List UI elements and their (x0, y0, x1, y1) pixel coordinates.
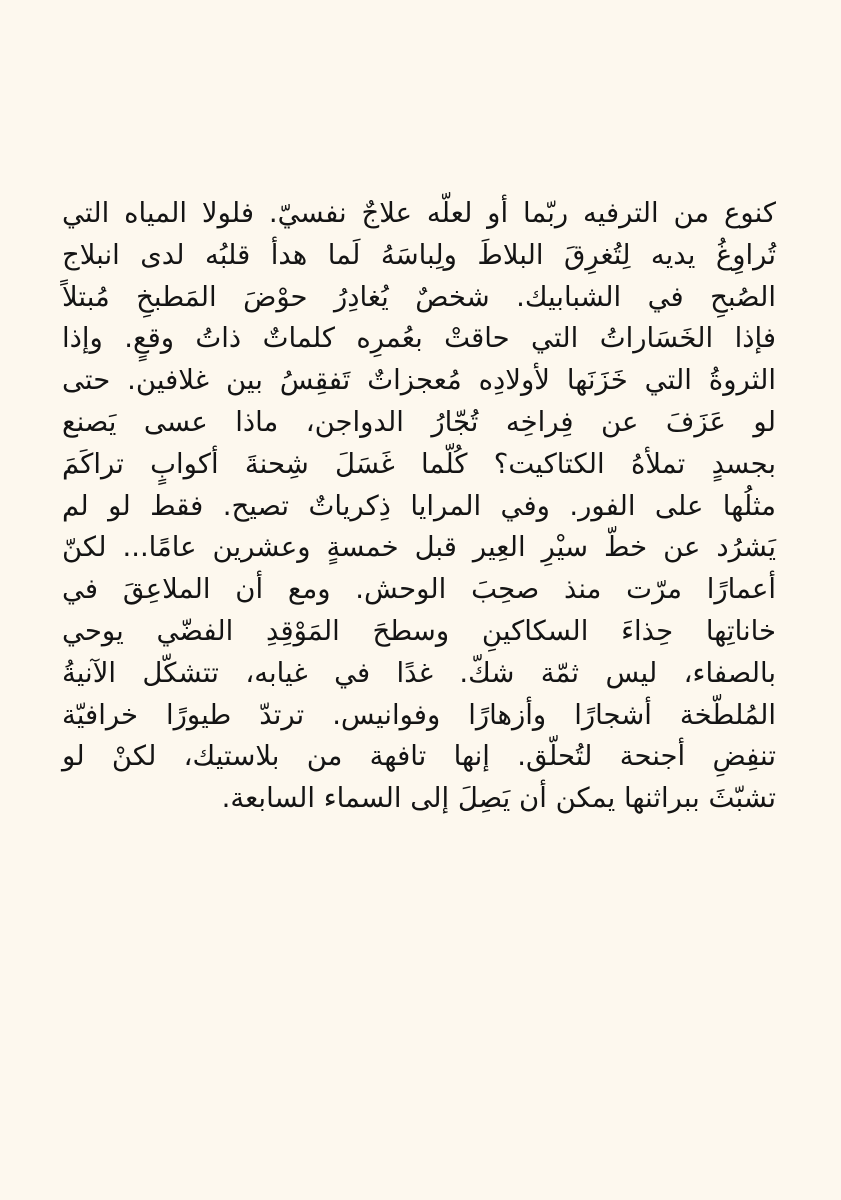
passage-line: يَشرُد عن خطّ سيْرِ العِير قبل خمسةٍ وعشرين عامًا... لكنّ (62, 531, 776, 564)
passage-line: كنوع من الترفيه ربّما أو لعلّه علاجٌ نفسيّ. فلولا المياه التي (62, 197, 776, 229)
passage-line: تُراوِغُ يديه لِتُغرِقَ البلاطَ ولِباسَهُ لَما هدأ قلبُه لدى انبلاج (62, 238, 776, 271)
passage-line: بالصفاء، ليس ثمّة شكّ. غدًا في غيابه، تتشكّل الآنيةُ (62, 656, 776, 689)
passage-line: تنفِضِ أجنحة لتُحلّق. إنها تافهة من بلاستيك، لكنْ لو (62, 740, 776, 773)
passage-line: المُلطّخة أشجارًا وأزهارًا وفوانيس. ترتدّ طيورًا خرافيّة (62, 698, 776, 731)
passage-line: بجسدٍ تملأهُ الكتاكيت؟ كُلّما غَسَلَ شِحنةَ أكوابٍ تراكَمَ (62, 447, 776, 480)
passage-line: أعمارًا مرّت منذ صحِبَ الوحش. ومع أن الملاعِقَ في (62, 573, 776, 606)
passage-line: فإذا الخَسَاراتُ التي حاقتْ بعُمرِه كلماتٌ ذاتُ وقعٍ. وإذا (62, 322, 776, 355)
passage-line: الصُبحِ في الشبابيك. شخصٌ يُغادِرُ حوْضَ المَطبخِ مُبتلاً (62, 280, 776, 313)
passage-line-last: تشبّثَ ببراثنها يمكن أن يَصِلَ إلى السماء السابعة. (221, 782, 776, 815)
arabic-passage (62, 193, 776, 820)
passage-line: لو عَزَفَ عن فِراخِه تُجّارُ الدواجن، ماذا عسى يَصنع (62, 405, 776, 438)
passage-line: خاناتِها حِذاءَ السكاكينِ وسطحَ المَوْقِدِ الفضّي يوحي (62, 614, 776, 647)
passage-line: مثلُها على الفور. وفي المرايا ذِكرياتٌ تصيح. فقط لو لم (62, 489, 776, 522)
passage-line: الثروةُ التي خَزَنَها لأولادِه مُعجزاتٌ تَفقِسُ بين غلافين. حتى (62, 364, 776, 397)
